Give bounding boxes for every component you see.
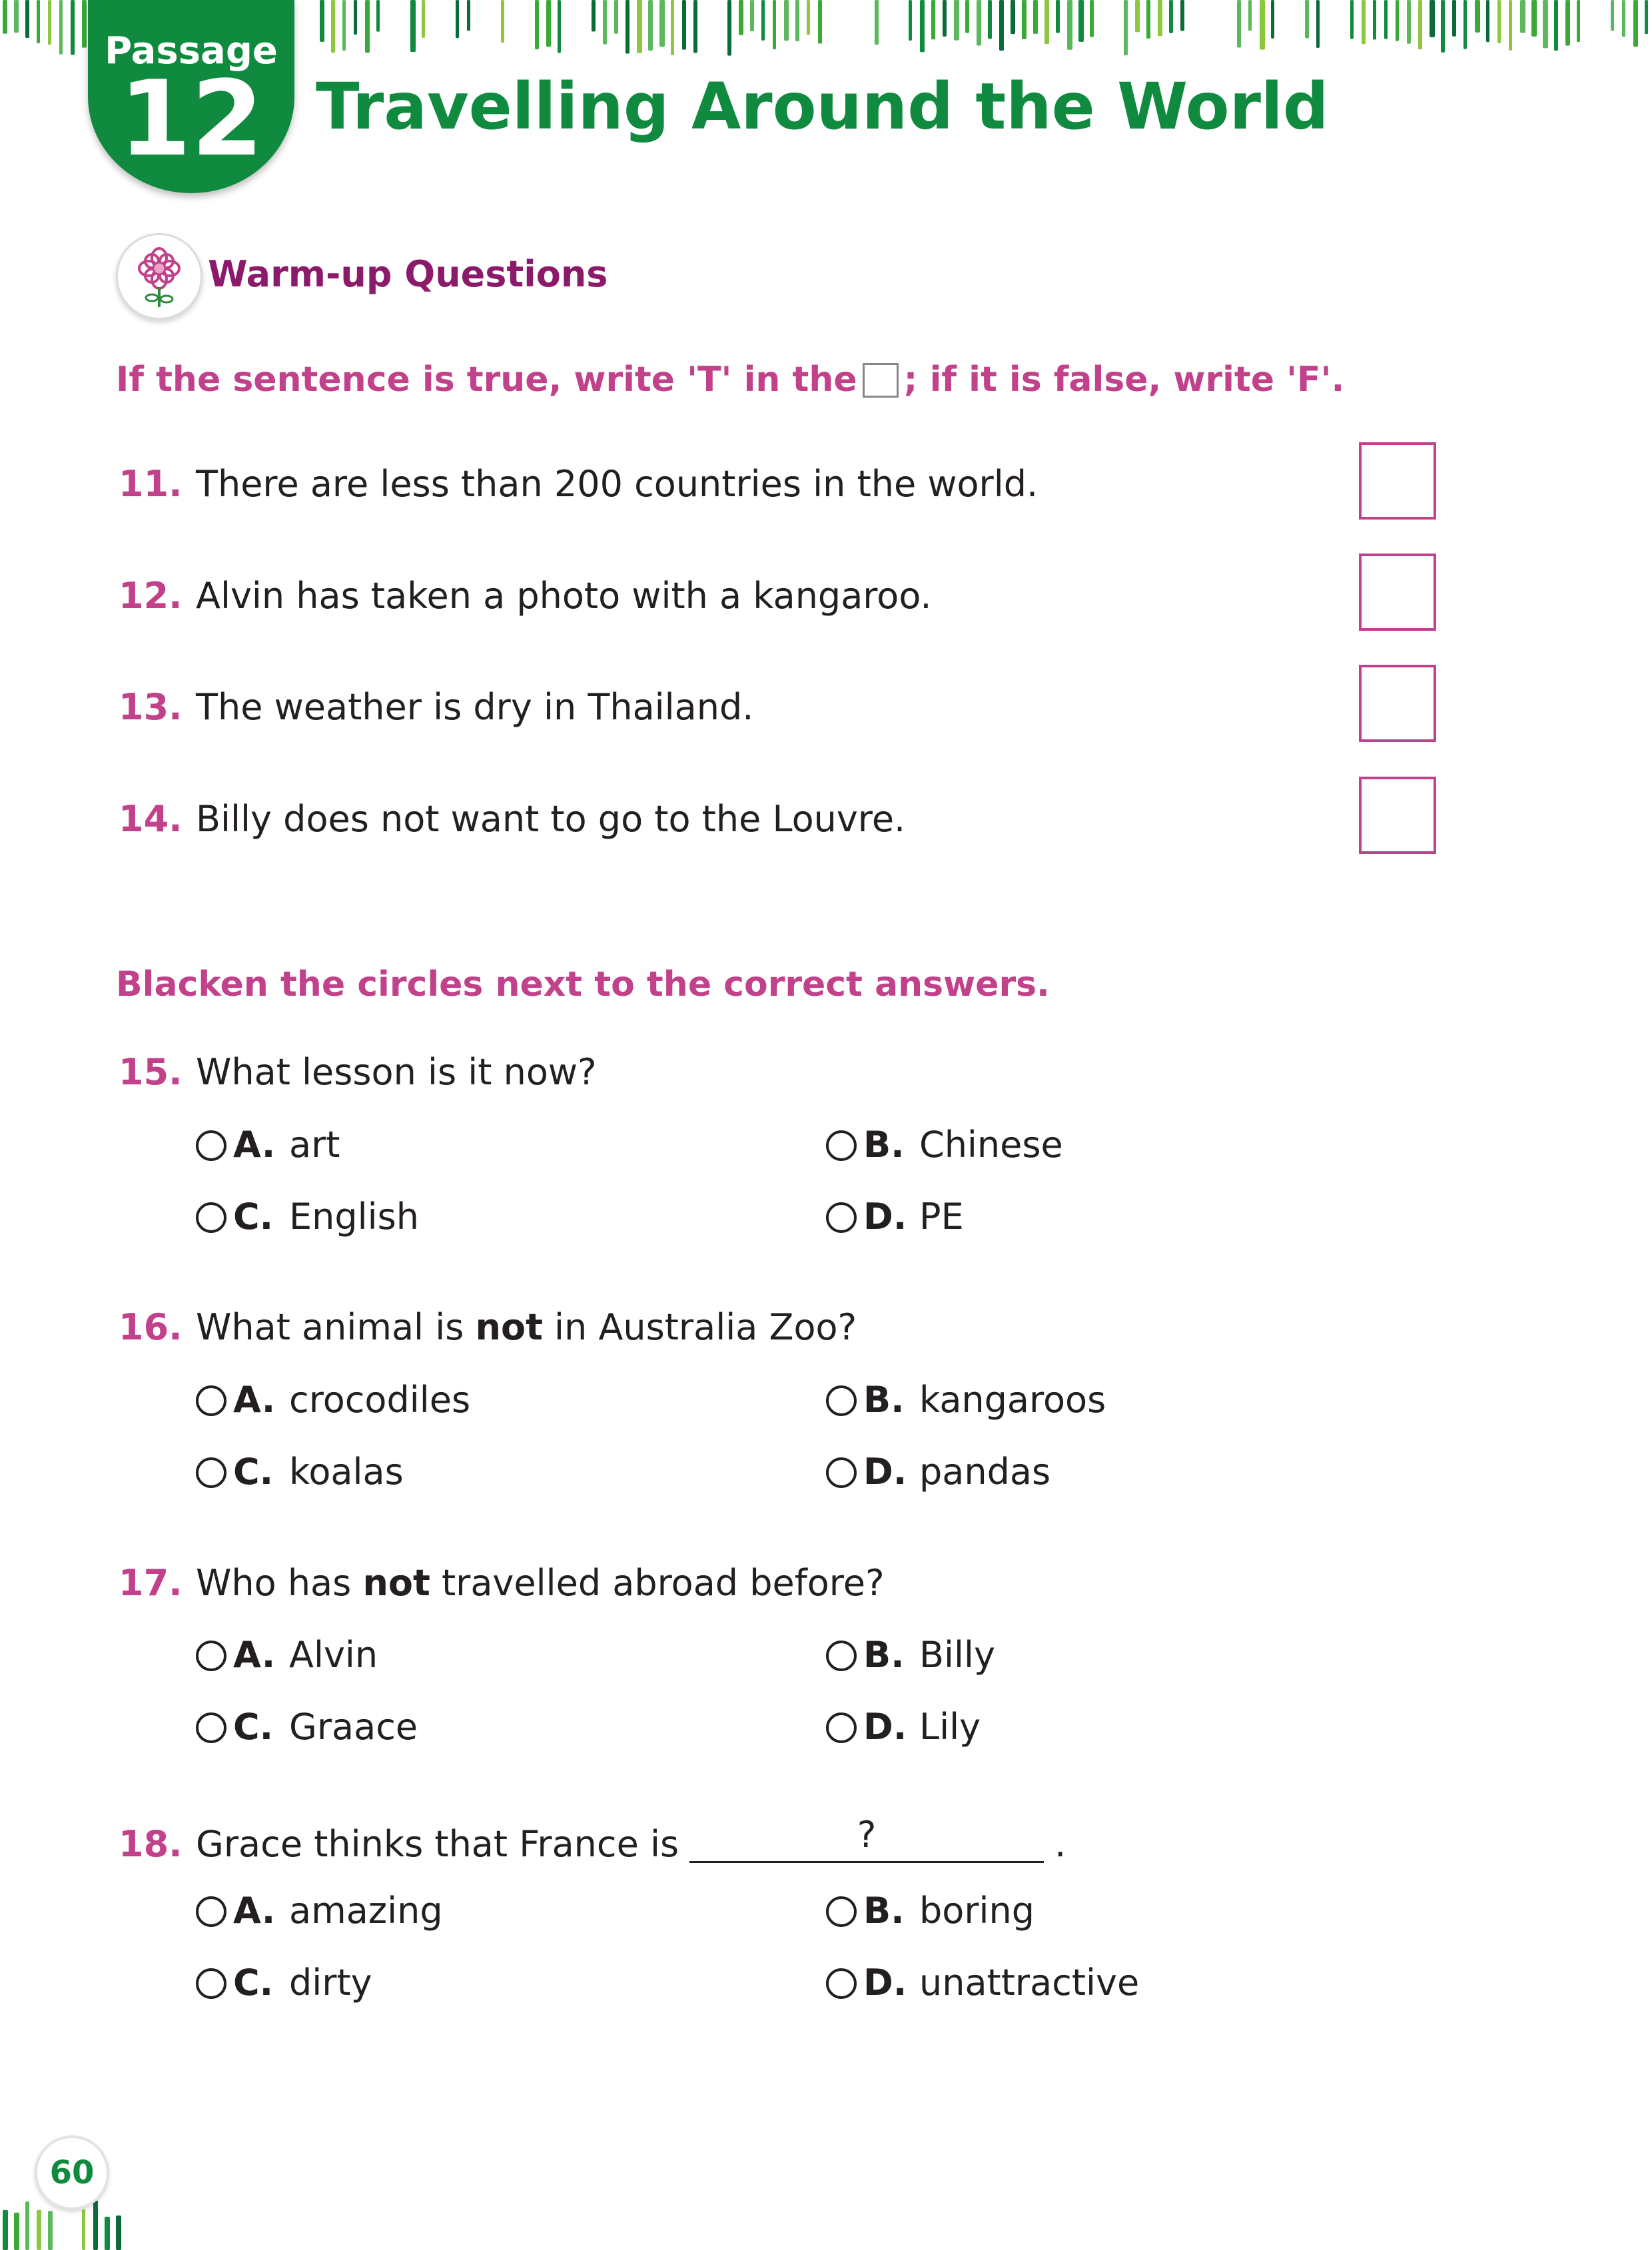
answer-box-13[interactable]	[1359, 665, 1436, 742]
stripe	[1463, 0, 1467, 49]
stripe	[535, 0, 539, 49]
question-number: 17.	[119, 1562, 183, 1604]
stripe	[1067, 0, 1072, 50]
stripe	[1056, 0, 1060, 33]
question-16	[119, 1306, 857, 1348]
question-text: What lesson is it now?	[196, 1051, 597, 1093]
option-letter: B.	[863, 1379, 905, 1421]
stripe	[1509, 0, 1512, 51]
stripe	[1169, 0, 1173, 33]
answer-circle[interactable]	[826, 1641, 857, 1671]
page-title: Travelling Around the World	[316, 69, 1329, 144]
option-text: amazing	[289, 1890, 443, 1932]
option-letter: A.	[233, 1890, 276, 1932]
stripe	[1396, 0, 1399, 41]
stripe	[558, 0, 561, 53]
sentence-end: .	[1054, 1823, 1066, 1865]
option-18a[interactable]	[196, 1890, 443, 1932]
stripe	[501, 0, 504, 43]
stripe	[82, 0, 87, 48]
question-text: The weather is dry in Thailand.	[196, 686, 754, 728]
option-15c[interactable]	[196, 1196, 419, 1238]
stripe	[977, 0, 981, 45]
instruction-text-end: ; if it is false, write 'F'.	[903, 360, 1345, 400]
option-17a[interactable]	[196, 1634, 378, 1676]
stripe	[93, 2201, 98, 2250]
stripe	[1011, 0, 1015, 34]
option-text: Graace	[289, 1706, 418, 1748]
stripe	[1033, 0, 1038, 34]
option-letter: D.	[863, 1196, 907, 1238]
stripe	[659, 0, 665, 47]
stripe	[909, 0, 912, 41]
option-letter: A.	[233, 1379, 276, 1421]
stripe	[1305, 0, 1309, 38]
answer-circle[interactable]	[826, 1968, 857, 1999]
stripe	[1022, 0, 1027, 39]
question-text: There are less than 200 countries in the world.	[196, 463, 1038, 505]
stripe	[1158, 0, 1162, 36]
option-letter: D.	[863, 1962, 907, 2004]
option-letter: B.	[863, 1890, 905, 1932]
question-number: 13.	[119, 686, 183, 728]
answer-circle[interactable]	[826, 1896, 857, 1927]
stripe	[1124, 0, 1128, 55]
stripe	[1384, 0, 1388, 39]
stripe	[14, 0, 19, 33]
stripe	[1520, 0, 1525, 33]
stripe	[954, 0, 959, 41]
option-letter: B.	[863, 1124, 905, 1166]
stripe	[727, 0, 731, 56]
stripe	[603, 0, 607, 45]
stripe	[931, 0, 935, 39]
stripe	[988, 0, 992, 39]
stripe	[1565, 0, 1570, 46]
stripe	[1135, 0, 1140, 32]
question-15	[119, 1051, 597, 1093]
answer-circle[interactable]	[196, 1457, 226, 1488]
answer-circle[interactable]	[826, 1712, 857, 1743]
stripe	[1271, 0, 1274, 39]
stripe	[48, 2211, 53, 2250]
option-text: kangaroos	[919, 1379, 1106, 1421]
option-15a[interactable]	[196, 1124, 340, 1166]
stripe	[1497, 0, 1501, 43]
stripe	[59, 0, 63, 55]
option-17d[interactable]	[826, 1706, 981, 1748]
stripe	[1373, 0, 1376, 40]
stripe	[784, 0, 789, 41]
option-text: koalas	[289, 1451, 404, 1493]
stripe	[71, 0, 75, 55]
stripe	[1441, 0, 1445, 53]
question-number: 16.	[119, 1306, 183, 1348]
answer-box-11[interactable]	[1359, 442, 1436, 520]
stripe	[1611, 0, 1614, 31]
stripe	[1554, 0, 1558, 51]
stripe	[376, 0, 380, 32]
warmup-heading: Warm-up Questions	[208, 253, 608, 295]
stripe	[1531, 0, 1537, 37]
question-text-end: travelled abroad before?	[430, 1562, 885, 1604]
stripe	[37, 2210, 41, 2250]
stripe	[1543, 0, 1548, 48]
stripe	[1475, 0, 1480, 33]
question-13	[119, 686, 754, 728]
option-18b[interactable]	[826, 1890, 1035, 1932]
stripe	[761, 0, 765, 41]
option-letter: B.	[863, 1634, 905, 1676]
stripe	[1237, 0, 1241, 48]
stripe	[795, 0, 799, 41]
answer-circle[interactable]	[196, 1968, 226, 1999]
answer-circle[interactable]	[826, 1202, 857, 1233]
stripe	[1407, 0, 1411, 44]
option-letter: C.	[233, 1706, 274, 1748]
multiple-choice-instruction: Blacken the circles next to the correct answers.	[116, 964, 1050, 1004]
answer-circle[interactable]	[826, 1385, 857, 1416]
answer-circle[interactable]	[826, 1130, 857, 1161]
stripe	[3, 2210, 8, 2250]
stripe	[625, 0, 629, 53]
passage-label: Passage	[105, 29, 278, 73]
example-answer-box	[863, 363, 899, 398]
answer-circle[interactable]	[196, 1641, 226, 1671]
question-text: Grace thinks that France is	[196, 1823, 679, 1865]
option-text: Chinese	[919, 1124, 1063, 1166]
stripe	[1633, 0, 1638, 47]
stripe	[105, 2217, 110, 2250]
stripe	[682, 0, 686, 50]
option-16d[interactable]	[826, 1451, 1051, 1493]
stripe	[750, 0, 754, 31]
question-11	[119, 463, 1038, 505]
stripe	[818, 0, 822, 43]
stripe	[1078, 0, 1084, 42]
option-letter: C.	[233, 1962, 274, 2004]
stripe	[648, 0, 653, 51]
question-number: 12.	[119, 575, 183, 617]
stripe	[965, 0, 969, 33]
stripe	[1090, 0, 1094, 37]
question-12	[119, 575, 932, 617]
stripe	[875, 0, 879, 45]
option-18d[interactable]	[826, 1962, 1140, 2004]
stripe	[999, 0, 1004, 51]
stripe	[354, 0, 357, 35]
stripe	[1248, 0, 1252, 31]
answer-circle[interactable]	[196, 1896, 226, 1927]
question-text-end: in Australia Zoo?	[542, 1306, 857, 1348]
stripe	[320, 0, 324, 42]
option-text: unattractive	[919, 1962, 1140, 2004]
stripe	[1622, 0, 1625, 37]
option-letter: D.	[863, 1706, 907, 1748]
question-14	[119, 798, 906, 840]
answer-circle[interactable]	[826, 1457, 857, 1488]
stripe	[1350, 0, 1354, 39]
option-letter: C.	[233, 1196, 274, 1238]
stripe	[3, 0, 7, 34]
stripe	[1316, 0, 1320, 48]
option-17b[interactable]	[826, 1634, 996, 1676]
stripe	[1452, 0, 1456, 37]
stripe	[1146, 0, 1150, 39]
stripe	[82, 2209, 85, 2250]
stripe	[342, 0, 346, 51]
stripe	[592, 0, 596, 31]
question-number: 11.	[119, 463, 183, 505]
question-text: Billy does not want to go to the Louvre.	[196, 798, 906, 840]
stripe	[671, 0, 674, 55]
answer-circle[interactable]	[196, 1385, 226, 1416]
option-16b[interactable]	[826, 1379, 1106, 1421]
option-15b[interactable]	[826, 1124, 1063, 1166]
stripe	[14, 2213, 19, 2250]
option-letter: C.	[233, 1451, 274, 1493]
stripe	[1577, 0, 1580, 42]
stripe	[1418, 0, 1422, 49]
answer-blank[interactable]	[689, 1814, 1044, 1863]
stripe	[1430, 0, 1435, 37]
blank-hint: ?	[857, 1814, 877, 1856]
stripe	[422, 0, 425, 38]
stripe	[773, 0, 776, 49]
question-text-start: What animal is	[196, 1306, 476, 1348]
question-text: Alvin has taken a photo with a kangaroo.	[196, 575, 932, 617]
stripe	[410, 0, 416, 52]
page-number: 60	[35, 2135, 109, 2210]
flower-icon	[116, 233, 203, 320]
option-text: dirty	[289, 1962, 372, 2004]
stripe	[37, 0, 40, 43]
question-number: 15.	[119, 1051, 183, 1093]
option-16a[interactable]	[196, 1379, 471, 1421]
stripe	[920, 0, 925, 52]
answer-circle[interactable]	[196, 1712, 226, 1743]
stripe	[25, 0, 29, 38]
stripe	[1486, 0, 1489, 42]
stripe	[614, 0, 618, 34]
stripe	[693, 0, 697, 53]
option-15d[interactable]	[826, 1196, 964, 1238]
stripe	[1180, 0, 1184, 31]
stripe	[1044, 0, 1049, 44]
stripe	[1645, 0, 1648, 34]
stripe	[943, 0, 947, 37]
question-text-emphasis: not	[475, 1306, 543, 1348]
answer-circle[interactable]	[196, 1202, 226, 1233]
question-18	[119, 1814, 1066, 1865]
stripe	[116, 2215, 121, 2250]
option-text: PE	[919, 1196, 964, 1238]
true-false-instruction	[116, 360, 1344, 400]
stripe	[467, 0, 470, 31]
stripe	[1362, 0, 1366, 44]
question-number: 18.	[119, 1823, 183, 1865]
option-text: art	[289, 1124, 340, 1166]
stripe	[739, 0, 743, 35]
question-number: 14.	[119, 798, 183, 840]
stripe	[365, 0, 370, 53]
option-18c[interactable]	[196, 1962, 372, 2004]
option-text: pandas	[919, 1451, 1051, 1493]
question-text-start: Who has	[196, 1562, 363, 1604]
stripe	[637, 0, 642, 53]
question-text-emphasis: not	[362, 1562, 430, 1604]
option-17c[interactable]	[196, 1706, 418, 1748]
stripe	[331, 0, 335, 53]
stripe	[456, 0, 459, 38]
option-letter: D.	[863, 1451, 907, 1493]
answer-box-12[interactable]	[1359, 554, 1436, 631]
passage-number: 12	[119, 58, 264, 179]
stripe	[807, 0, 810, 35]
option-text: Alvin	[289, 1634, 378, 1676]
answer-circle[interactable]	[196, 1130, 226, 1161]
instruction-text-start: If the sentence is true, write 'T' in the	[116, 360, 857, 400]
stripe	[1260, 0, 1265, 50]
option-text: English	[289, 1196, 419, 1238]
option-text: crocodiles	[289, 1379, 471, 1421]
passage-badge	[88, 0, 294, 193]
stripe	[48, 0, 51, 45]
option-text: Billy	[919, 1634, 996, 1676]
stripe	[546, 0, 551, 47]
answer-box-14[interactable]	[1359, 777, 1436, 854]
option-letter: A.	[233, 1634, 276, 1676]
stripe	[25, 2201, 29, 2250]
option-16c[interactable]	[196, 1451, 404, 1493]
option-text: boring	[919, 1890, 1035, 1932]
option-text: Lily	[919, 1706, 981, 1748]
option-letter: A.	[233, 1124, 276, 1166]
question-17	[119, 1562, 885, 1604]
